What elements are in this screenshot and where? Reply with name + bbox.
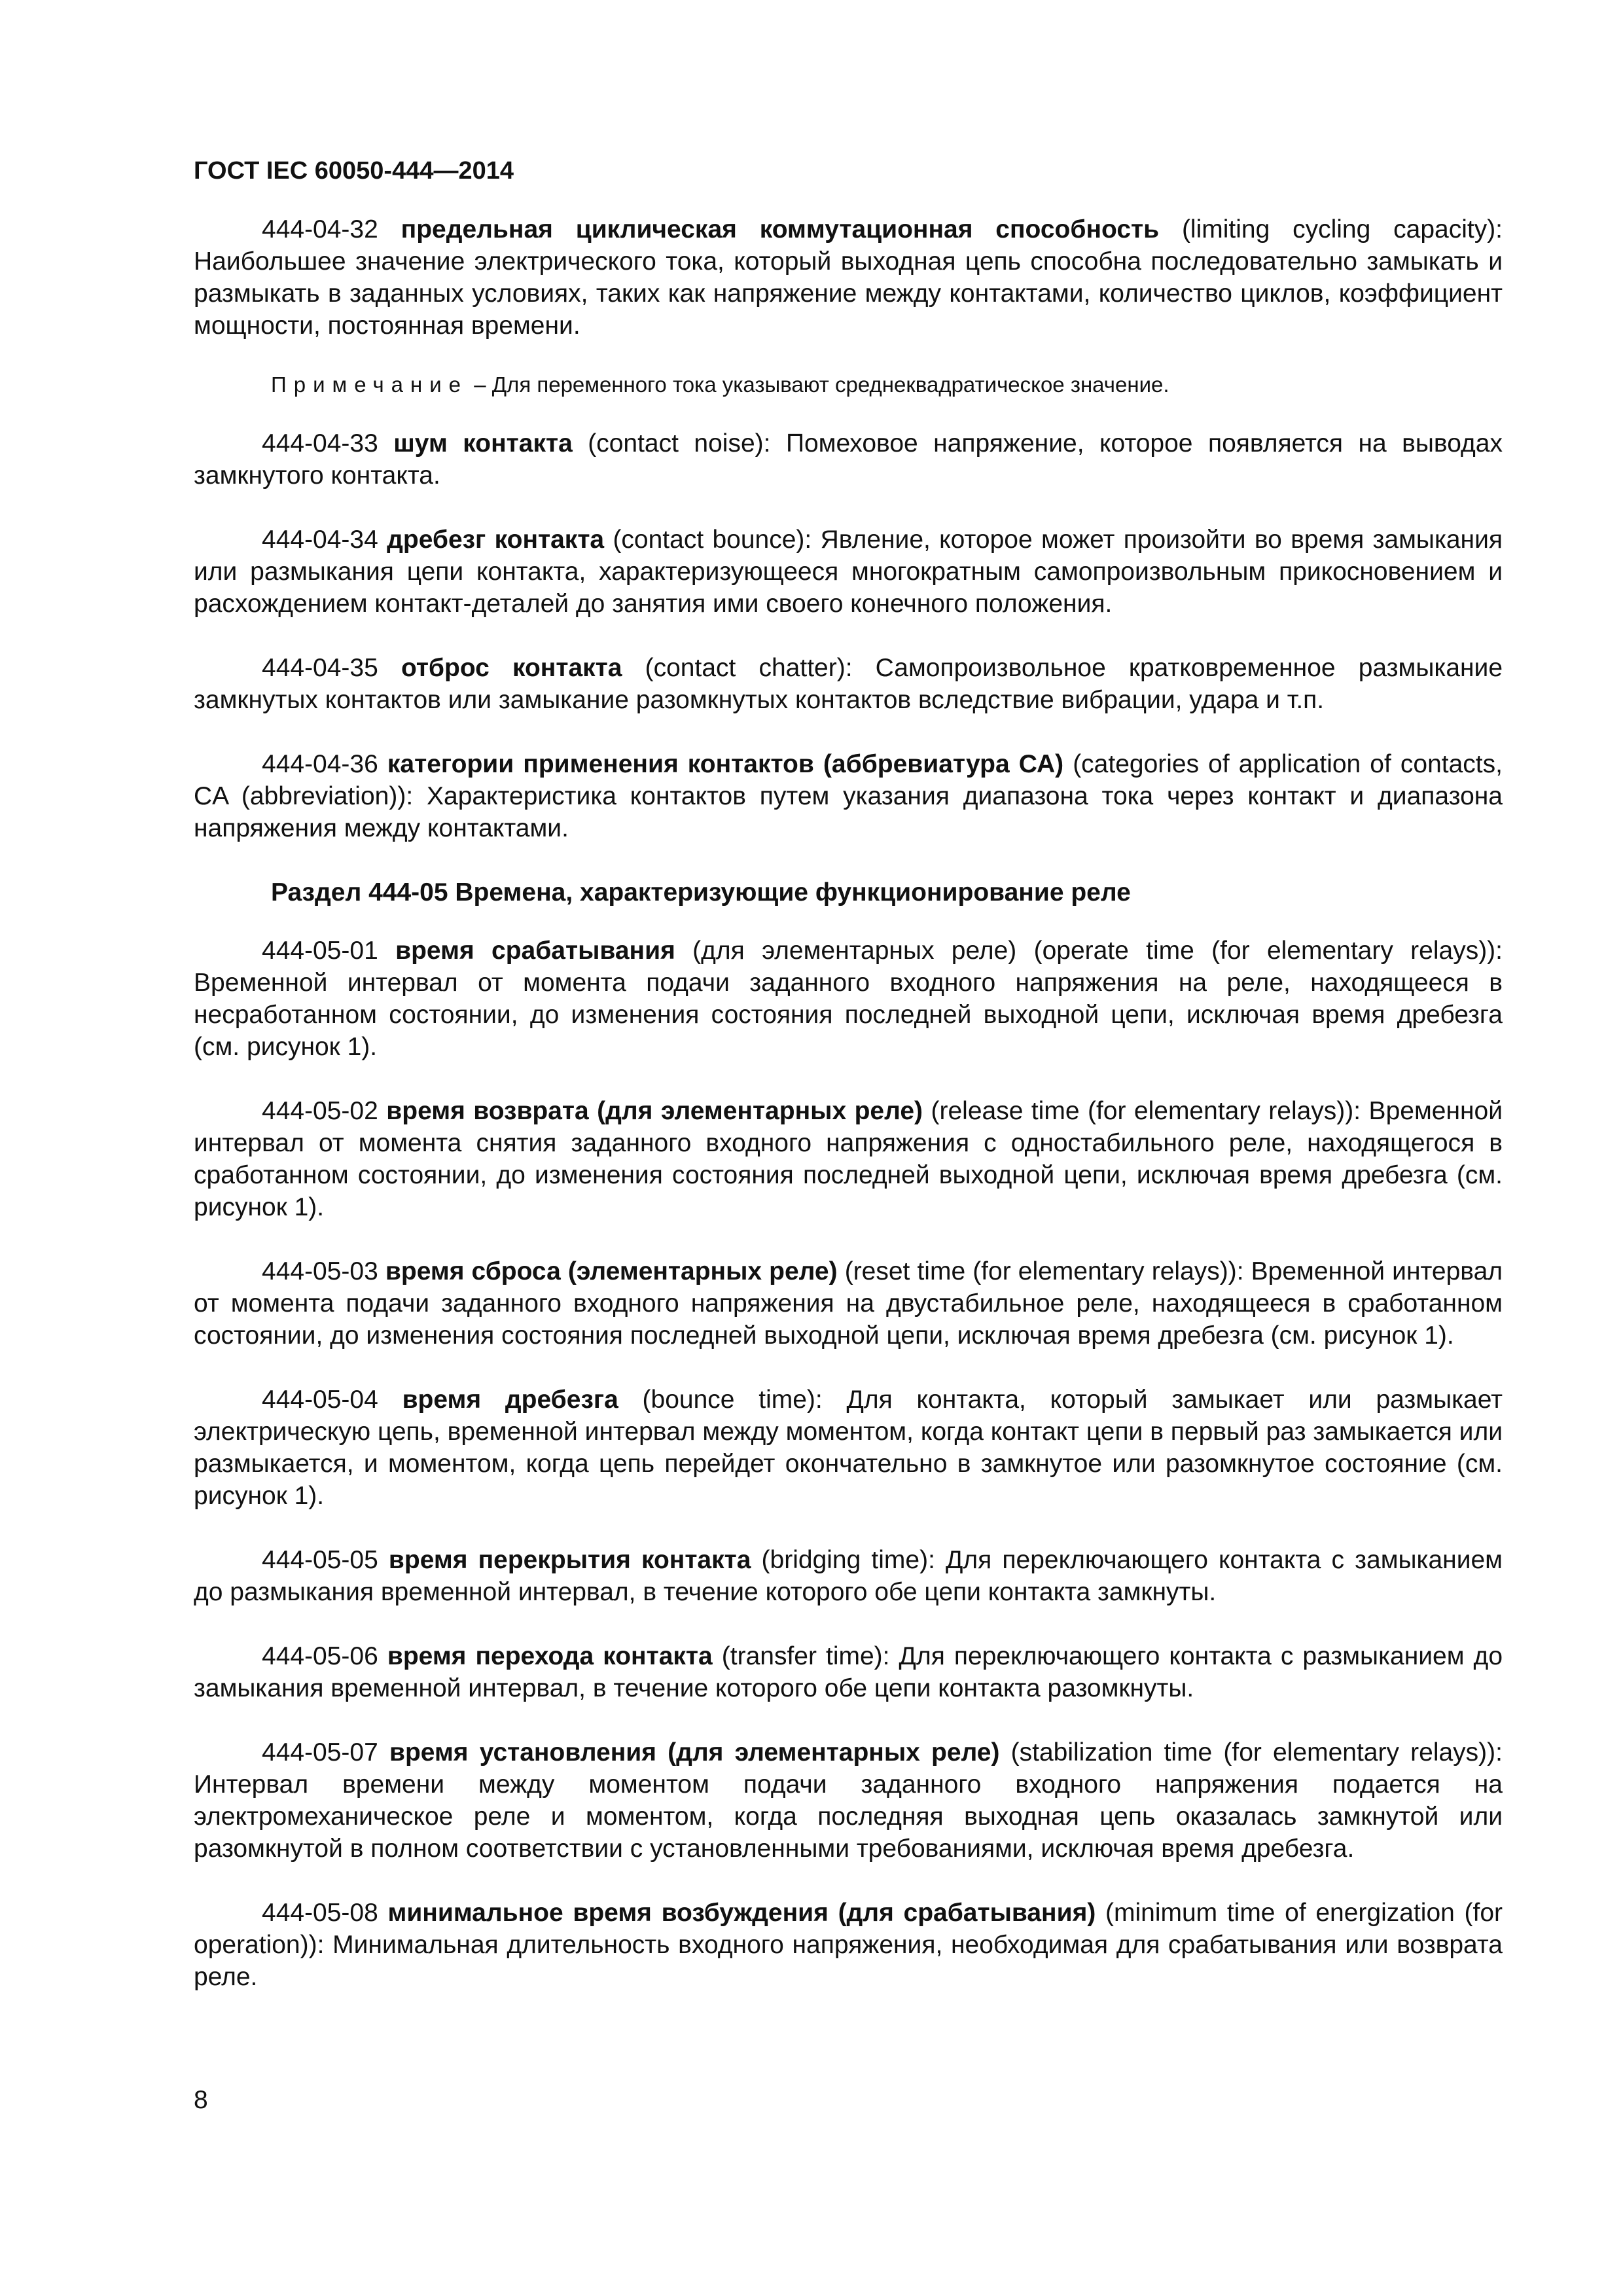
definition-entry	[194, 524, 1503, 620]
entry-term: категории применения контактов (аббревиатура СА)	[387, 750, 1064, 778]
definition-entry	[194, 1544, 1503, 1608]
entry-text: (contact bounce): Явление, которое может произойти во время замыкания или размыкания цепи контакта, характеризующееся многократным самопроизвольным прикосновением и расхождением контакт-деталей до занятия ими своего конечного положения.	[194, 526, 1503, 618]
document-header: ГОСТ IEC 60050-444—2014	[194, 157, 514, 185]
note-text: – Для переменного тока указывают среднеквадратическое значение.	[474, 372, 1169, 397]
entry-text: (contact chatter): Самопроизвольное кратковременное размыкание замкнутых контактов или замыкание разомкнутых контактов вследствие вибрации, удара и т.п.	[194, 654, 1503, 714]
entry-term: предельная циклическая коммутационная способность	[401, 215, 1160, 243]
entry-text: (contact noise): Помеховое напряжение, которое появляется на выводах замкнутого контакта.	[194, 429, 1503, 490]
entry-code: 444-05-06	[262, 1642, 378, 1670]
entry-text: (stabilization time (for elementary relays)): Интервал времени между моментом подачи заданного входного напряжения подается на электромеханическое реле и моментом, когда последняя выходная цепь оказалась замкнутой или разомкнутой в полном соответствии с установленными требованиями, исключая время дребезга.	[194, 1738, 1503, 1863]
entry-term: время перекрытия контакта	[388, 1546, 751, 1574]
entry-code: 444-05-05	[262, 1546, 378, 1574]
note	[194, 368, 1503, 401]
entry-term: время возврата (для элементарных реле)	[386, 1097, 923, 1125]
entry-code: 444-04-32	[262, 215, 378, 243]
entry-term: время перехода контакта	[387, 1642, 713, 1670]
entry-text: (reset time (for elementary relays)): Временной интервал от момента подачи заданного входного напряжения на двустабильное реле, находящееся в сработанном состоянии, до изменения состояния последней выходной цепи, исключая время дребезга (см. рисунок 1).	[194, 1257, 1503, 1350]
definition-entry	[194, 427, 1503, 492]
entry-term: время сброса (элементарных реле)	[385, 1257, 838, 1285]
entry-term: шум контакта	[393, 429, 573, 457]
entry-term: время установления (для элементарных реле)	[389, 1738, 1000, 1767]
entry-term: время срабатывания	[395, 937, 675, 965]
definition-entry	[194, 1897, 1503, 1993]
entry-code: 444-05-04	[262, 1386, 378, 1414]
section-title: Раздел 444-05 Времена, характеризующие функционирование реле	[271, 878, 1131, 906]
entry-term: время дребезга	[402, 1386, 618, 1414]
page-number: 8	[194, 2086, 208, 2114]
entry-text: (categories of application of contacts, CA (abbreviation)): Характеристика контактов путем указания диапазона тока через контакт и диапазона напряжения между контактами.	[194, 750, 1503, 842]
entry-text: (limiting cycling capacity): Наибольшее значение электрического тока, который выходная цепь способна последовательно замыкать и размыкать в заданных условиях, таких как напряжение между контактами, количество циклов, коэффициент мощности, постоянная времени.	[194, 215, 1503, 340]
entries-group-a	[194, 213, 1503, 342]
entries-group-b	[194, 427, 1503, 844]
entry-text: (minimum time of energization (for operation)): Минимальная длительность входного напряжения, необходимая для срабатывания или возврата реле.	[194, 1899, 1503, 1991]
entry-code: 444-04-34	[262, 526, 378, 554]
entry-code: 444-04-33	[262, 429, 378, 457]
definition-entry	[194, 1736, 1503, 1865]
entry-text: (release time (for elementary relays)): Временной интервал от момента снятия заданного входного напряжения с одностабильного реле, находящегося в сработанном состоянии, до изменения состояния последней выходной цепи, исключая время дребезга (см. рисунок 1).	[194, 1097, 1503, 1221]
definition-entry	[194, 935, 1503, 1063]
definition-entry	[194, 1384, 1503, 1512]
entry-code: 444-05-01	[262, 937, 378, 965]
definition-entry	[194, 213, 1503, 342]
definition-entry	[194, 1640, 1503, 1704]
entry-term: дребезг контакта	[387, 526, 605, 554]
entry-code: 444-05-02	[262, 1097, 378, 1125]
entry-text: (transfer time): Для переключающего контакта с размыканием до замыкания временной интервал, в течение которого обе цепи контакта разомкнуты.	[194, 1642, 1503, 1702]
definition-entry	[194, 652, 1503, 716]
entry-text: (bridging time): Для переключающего контакта с замыканием до размыкания временной интервал, в течение которого обе цепи контакта замкнуты.	[194, 1546, 1503, 1606]
entry-code: 444-05-07	[262, 1738, 378, 1767]
document-page	[194, 154, 1503, 2025]
definition-entry	[194, 1095, 1503, 1223]
definition-entry	[194, 1255, 1503, 1352]
entry-term: минимальное время возбуждения (для срабатывания)	[387, 1899, 1096, 1927]
entry-code: 444-05-03	[262, 1257, 378, 1285]
entry-code: 444-05-08	[262, 1899, 378, 1927]
note-label: Примечание	[271, 372, 469, 397]
entry-code: 444-04-35	[262, 654, 378, 682]
entry-text: (bounce time): Для контакта, который замыкает или размыкает электрическую цепь, временной интервал между моментом, когда контакт цепи в первый раз замыкается или размыкается, и моментом, когда цепь перейдет окончательно в замкнутое или разомкнутое состояние (см. рисунок 1).	[194, 1386, 1503, 1510]
entry-text: (для элементарных реле) (operate time (for elementary relays)): Временной интервал от момента подачи заданного входного напряжения на реле, находящееся в несработанном состоянии, до изменения состояния последней выходной цепи, исключая время дребезга (см. рисунок 1).	[194, 937, 1503, 1061]
definition-entry	[194, 748, 1503, 844]
entry-code: 444-04-36	[262, 750, 378, 778]
entry-term: отброс контакта	[401, 654, 622, 682]
entries-group-c	[194, 935, 1503, 1993]
